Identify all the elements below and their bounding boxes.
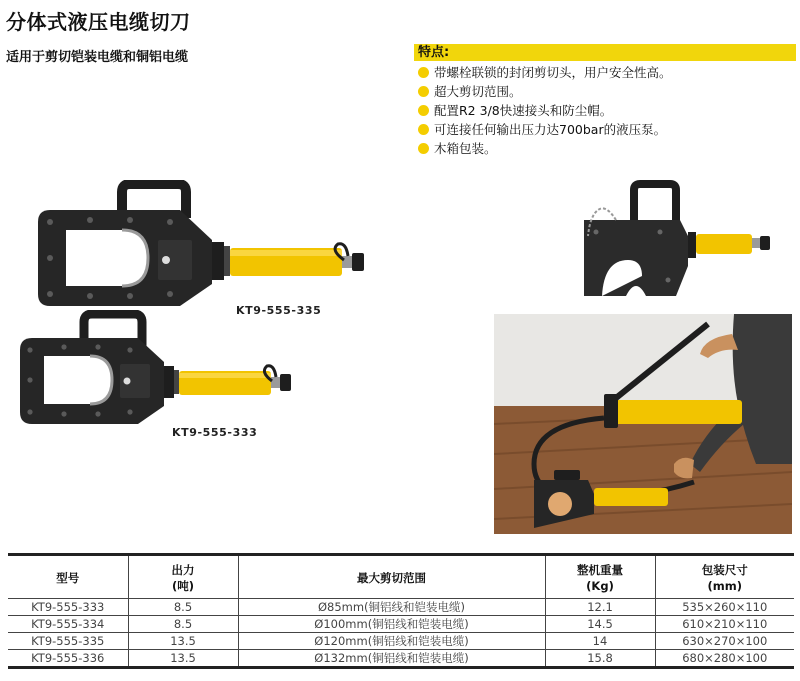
feature-text: 超大剪切范围。 xyxy=(434,84,522,99)
cell-package-size: 610×210×110 xyxy=(655,616,794,633)
feature-text: 可连接任何输出压力达700bar的液压泵。 xyxy=(434,122,667,137)
page-title: 分体式液压电缆切刀 xyxy=(6,10,191,34)
header-weight: 整机重量 (Kg) xyxy=(545,555,655,599)
header-cutting-range: 最大剪切范围 xyxy=(238,555,545,599)
feature-text: 带螺栓联锁的封闭剪切头，用户安全性高。 xyxy=(434,65,672,80)
spec-table xyxy=(8,553,794,669)
cable-cutter-small-image xyxy=(12,310,307,430)
page-subtitle: 适用于剪切铠装电缆和铜铝电缆 xyxy=(6,50,189,65)
product-caption: KT9-555-335 xyxy=(236,304,322,317)
cell-model: KT9-555-335 xyxy=(8,633,128,650)
cell-weight: 12.1 xyxy=(545,599,655,616)
bullet-icon xyxy=(418,143,429,154)
cable-cutter-large-image xyxy=(30,180,375,320)
feature-item xyxy=(418,82,796,101)
feature-item xyxy=(418,120,796,139)
bullet-icon xyxy=(418,124,429,135)
product-caption: KT9-555-333 xyxy=(172,426,258,439)
cell-force: 13.5 xyxy=(128,650,238,668)
feature-text: 配置R2 3/8快速接头和防尘帽。 xyxy=(434,103,613,118)
table-row xyxy=(8,599,794,616)
cell-cutting-range: Ø85mm(铜铝线和铠装电缆) xyxy=(238,599,545,616)
cell-package-size: 535×260×110 xyxy=(655,599,794,616)
features-heading: 特点: xyxy=(414,44,796,61)
feature-item xyxy=(418,63,796,82)
feature-text: 木箱包装。 xyxy=(434,141,497,156)
cable-cutter-open-head-image xyxy=(576,180,776,300)
feature-item xyxy=(418,139,796,158)
cell-model: KT9-555-333 xyxy=(8,599,128,616)
bullet-icon xyxy=(418,105,429,116)
cell-cutting-range: Ø132mm(铜铝线和铠装电缆) xyxy=(238,650,545,668)
cell-force: 8.5 xyxy=(128,616,238,633)
header-model: 型号 xyxy=(8,555,128,599)
header-force: 出力 (吨) xyxy=(128,555,238,599)
usage-photo xyxy=(494,314,792,534)
feature-item xyxy=(418,101,796,120)
cell-weight: 14.5 xyxy=(545,616,655,633)
cell-package-size: 630×270×100 xyxy=(655,633,794,650)
cell-cutting-range: Ø100mm(铜铝线和铠装电缆) xyxy=(238,616,545,633)
cell-weight: 14 xyxy=(545,633,655,650)
table-header-row xyxy=(8,555,794,599)
table-row xyxy=(8,616,794,633)
cell-cutting-range: Ø120mm(铜铝线和铠装电缆) xyxy=(238,633,545,650)
features-list xyxy=(414,63,796,158)
cell-model: KT9-555-336 xyxy=(8,650,128,668)
cell-weight: 15.8 xyxy=(545,650,655,668)
cell-force: 13.5 xyxy=(128,633,238,650)
bullet-icon xyxy=(418,67,429,78)
cell-model: KT9-555-334 xyxy=(8,616,128,633)
header-package-size: 包装尺寸 (mm) xyxy=(655,555,794,599)
cell-package-size: 680×280×100 xyxy=(655,650,794,668)
bullet-icon xyxy=(418,86,429,97)
table-row xyxy=(8,650,794,668)
features-panel xyxy=(414,44,796,158)
cell-force: 8.5 xyxy=(128,599,238,616)
table-row xyxy=(8,633,794,650)
